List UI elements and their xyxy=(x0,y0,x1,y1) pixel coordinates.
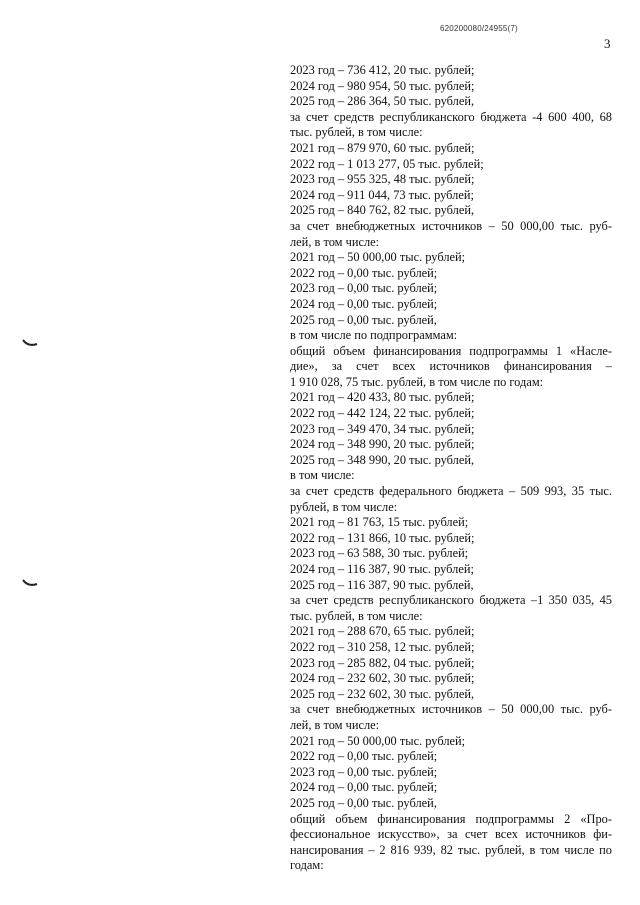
text-line: 2023 год – 349 470, 34 тыс. рублей; xyxy=(290,421,475,436)
text-line: 2022 год – 0,00 тыс. рублей; xyxy=(290,749,438,764)
text-line: 2022 год – 131 866, 10 тыс. рублей; xyxy=(290,530,475,545)
text-line: 2024 год – 0,00 тыс. рублей; xyxy=(290,780,438,795)
text-line: фессиональное искусство», за счет всех источников фи- xyxy=(290,827,612,842)
text-line: 2025 год – 0,00 тыс. рублей, xyxy=(290,795,437,810)
text-line: рублей, в том числе: xyxy=(290,499,398,514)
text-line: дие», за счет всех источников финансирования – xyxy=(290,359,612,374)
text-line: 2025 год – 286 364, 50 тыс. рублей, xyxy=(290,94,475,109)
text-line: за счет внебюджетных источников – 50 000,00 тыс. руб- xyxy=(290,702,612,717)
text-line: 2024 год – 0,00 тыс. рублей; xyxy=(290,296,438,311)
text-line: 2022 год – 310 258, 12 тыс. рублей; xyxy=(290,639,475,654)
binding-hole-mark-icon xyxy=(22,338,38,348)
text-line: 2024 год – 116 387, 90 тыс. рублей; xyxy=(290,562,474,576)
text-line: общий объем финансирования подпрограммы 2 «Про- xyxy=(290,811,612,826)
text-line: 2021 год – 50 000,00 тыс. рублей; xyxy=(290,250,466,265)
text-line: 2022 год – 442 124, 22 тыс. рублей; xyxy=(290,406,475,421)
text-line: 2021 год – 879 970, 60 тыс. рублей; xyxy=(290,140,475,155)
text-line: 2023 год – 0,00 тыс. рублей; xyxy=(290,281,438,296)
body-text xyxy=(290,63,612,874)
text-line: 2024 год – 348 990, 20 тыс. рублей; xyxy=(290,437,475,452)
text-line: 1 910 028, 75 тыс. рублей, в том числе по годам: xyxy=(290,374,544,389)
text-line: годам: xyxy=(290,858,324,873)
text-line: за счет средств федерального бюджета – 509 993, 35 тыс. xyxy=(290,484,612,499)
text-line: 2024 год – 911 044, 73 тыс. рублей; xyxy=(290,187,474,202)
text-line: тыс. рублей, в том числе: xyxy=(290,125,423,140)
text-line: 2025 год – 116 387, 90 тыс. рублей, xyxy=(290,577,474,592)
text-line: 2025 год – 0,00 тыс. рублей, xyxy=(290,312,437,327)
text-line: 2025 год – 348 990, 20 тыс. рублей, xyxy=(290,452,475,467)
text-line: 2023 год – 955 325, 48 тыс. рублей; xyxy=(290,172,475,187)
binding-hole-mark-icon xyxy=(22,578,38,588)
text-line: 2022 год – 0,00 тыс. рублей; xyxy=(290,265,438,280)
text-line: за счет средств республиканского бюджета –1 350 035, 45 xyxy=(290,593,612,608)
text-line: 2021 год – 288 670, 65 тыс. рублей; xyxy=(290,624,475,639)
text-line: за счет внебюджетных источников – 50 000,00 тыс. руб- xyxy=(290,218,612,233)
text-line: лей, в том числе: xyxy=(290,717,380,732)
text-line: 2024 год – 232 602, 30 тыс. рублей; xyxy=(290,671,475,686)
text-line: 2021 год – 81 763, 15 тыс. рублей; xyxy=(290,515,469,530)
text-line: 2024 год – 980 954, 50 тыс. рублей; xyxy=(290,78,475,93)
text-line: 2022 год – 1 013 277, 05 тыс. рублей; xyxy=(290,156,484,171)
text-line: 2021 год – 50 000,00 тыс. рублей; xyxy=(290,733,466,748)
text-line: 2023 год – 0,00 тыс. рублей; xyxy=(290,764,438,779)
text-line: общий объем финансирования подпрограммы 1 «Насле- xyxy=(290,343,612,358)
text-line: тыс. рублей, в том числе: xyxy=(290,608,423,623)
text-line: за счет средств республиканского бюджета -4 600 400, 68 xyxy=(290,109,612,124)
document-code: 620200080/24955(7) xyxy=(440,24,518,33)
text-line: в том числе: xyxy=(290,468,355,483)
page-number: 3 xyxy=(604,36,611,51)
text-line: в том числе по подпрограммам: xyxy=(290,328,458,343)
text-line: 2023 год – 285 882, 04 тыс. рублей; xyxy=(290,655,475,670)
text-line: 2025 год – 840 762, 82 тыс. рублей, xyxy=(290,203,475,218)
text-line: 2021 год – 420 433, 80 тыс. рублей; xyxy=(290,390,475,405)
text-line: нансирования – 2 816 939, 82 тыс. рублей, в том числе по xyxy=(290,842,612,857)
text-line: 2025 год – 232 602, 30 тыс. рублей, xyxy=(290,686,475,701)
text-line: лей, в том числе: xyxy=(290,234,380,249)
text-line: 2023 год – 63 588, 30 тыс. рублей; xyxy=(290,546,469,561)
text-line: 2023 год – 736 412, 20 тыс. рублей; xyxy=(290,63,475,77)
